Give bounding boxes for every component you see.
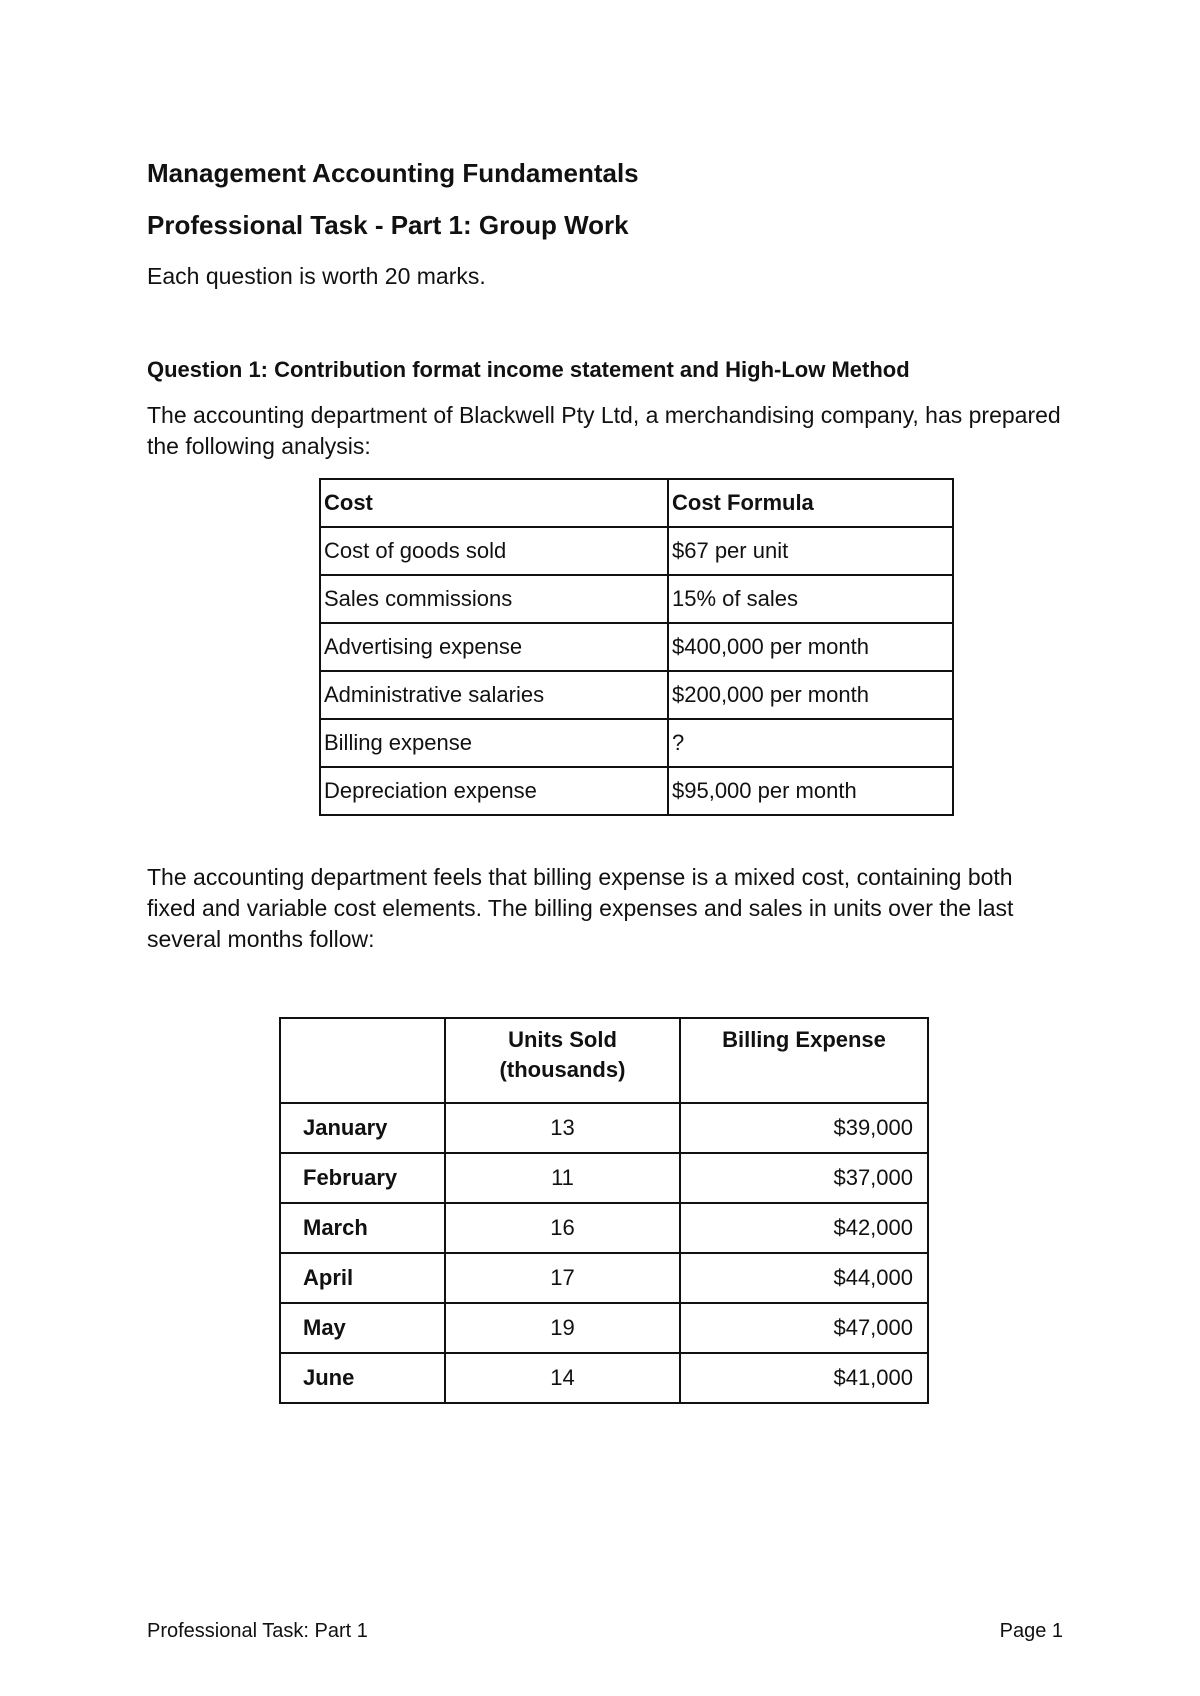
expense-cell: $47,000 — [680, 1303, 928, 1353]
expense-cell: $39,000 — [680, 1103, 928, 1153]
table-row — [280, 1203, 928, 1253]
table-header-row — [320, 479, 953, 527]
expense-cell: $42,000 — [680, 1203, 928, 1253]
table-row — [320, 719, 953, 767]
cost-name-cell: Advertising expense — [320, 623, 668, 671]
cost-formula-cell: $95,000 per month — [668, 767, 953, 815]
document-title: Management Accounting Fundamentals — [147, 158, 639, 188]
units-cell: 19 — [445, 1303, 680, 1353]
month-cell: May — [280, 1303, 445, 1353]
month-cell: February — [280, 1153, 445, 1203]
table-row — [280, 1103, 928, 1153]
table-row — [280, 1353, 928, 1403]
cost-name-cell: Sales commissions — [320, 575, 668, 623]
cost-formula-cell: 15% of sales — [668, 575, 953, 623]
expense-cell: $44,000 — [680, 1253, 928, 1303]
column-header: Cost Formula — [668, 479, 953, 527]
footer-page-number: Page 1 — [999, 1620, 1063, 1642]
mixed-cost-paragraph: The accounting department feels that billing expense is a mixed cost, containing both fixed and variable cost elements. The billing expenses and sales in units over the last several months follow: — [147, 864, 1014, 952]
table-row — [320, 575, 953, 623]
units-cell: 14 — [445, 1353, 680, 1403]
units-cell: 13 — [445, 1103, 680, 1153]
cost-formula-cell: $67 per unit — [668, 527, 953, 575]
table-row — [320, 767, 953, 815]
cost-formula-cell: $200,000 per month — [668, 671, 953, 719]
cost-name-cell: Administrative salaries — [320, 671, 668, 719]
column-header: Billing Expense — [680, 1018, 928, 1103]
cost-name-cell: Billing expense — [320, 719, 668, 767]
cost-formula-cell: $400,000 per month — [668, 623, 953, 671]
question-1-intro: The accounting department of Blackwell Pty Ltd, a merchandising company, has prepared the following analysis: — [147, 402, 1061, 459]
cost-formula-cell: ? — [668, 719, 953, 767]
question-1-heading: Question 1: Contribution format income statement and High-Low Method — [147, 357, 910, 382]
month-cell: March — [280, 1203, 445, 1253]
month-cell: April — [280, 1253, 445, 1303]
table-row — [280, 1303, 928, 1353]
cost-formula-table — [319, 478, 954, 816]
column-header: Cost — [320, 479, 668, 527]
marks-note: Each question is worth 20 marks. — [147, 263, 486, 289]
units-cell: 11 — [445, 1153, 680, 1203]
column-header: Units Sold (thousands) — [445, 1018, 680, 1103]
billing-expense-table — [279, 1017, 929, 1404]
cost-name-cell: Cost of goods sold — [320, 527, 668, 575]
column-header — [280, 1018, 445, 1103]
footer-task-label: Professional Task: Part 1 — [147, 1620, 368, 1642]
document-subtitle: Professional Task - Part 1: Group Work — [147, 210, 629, 240]
table-row — [280, 1253, 928, 1303]
table-row — [280, 1153, 928, 1203]
cost-name-cell: Depreciation expense — [320, 767, 668, 815]
table-row — [320, 623, 953, 671]
units-cell: 17 — [445, 1253, 680, 1303]
expense-cell: $37,000 — [680, 1153, 928, 1203]
table-row — [320, 527, 953, 575]
month-cell: June — [280, 1353, 445, 1403]
table-header-row — [280, 1018, 928, 1103]
month-cell: January — [280, 1103, 445, 1153]
units-cell: 16 — [445, 1203, 680, 1253]
expense-cell: $41,000 — [680, 1353, 928, 1403]
table-row — [320, 671, 953, 719]
